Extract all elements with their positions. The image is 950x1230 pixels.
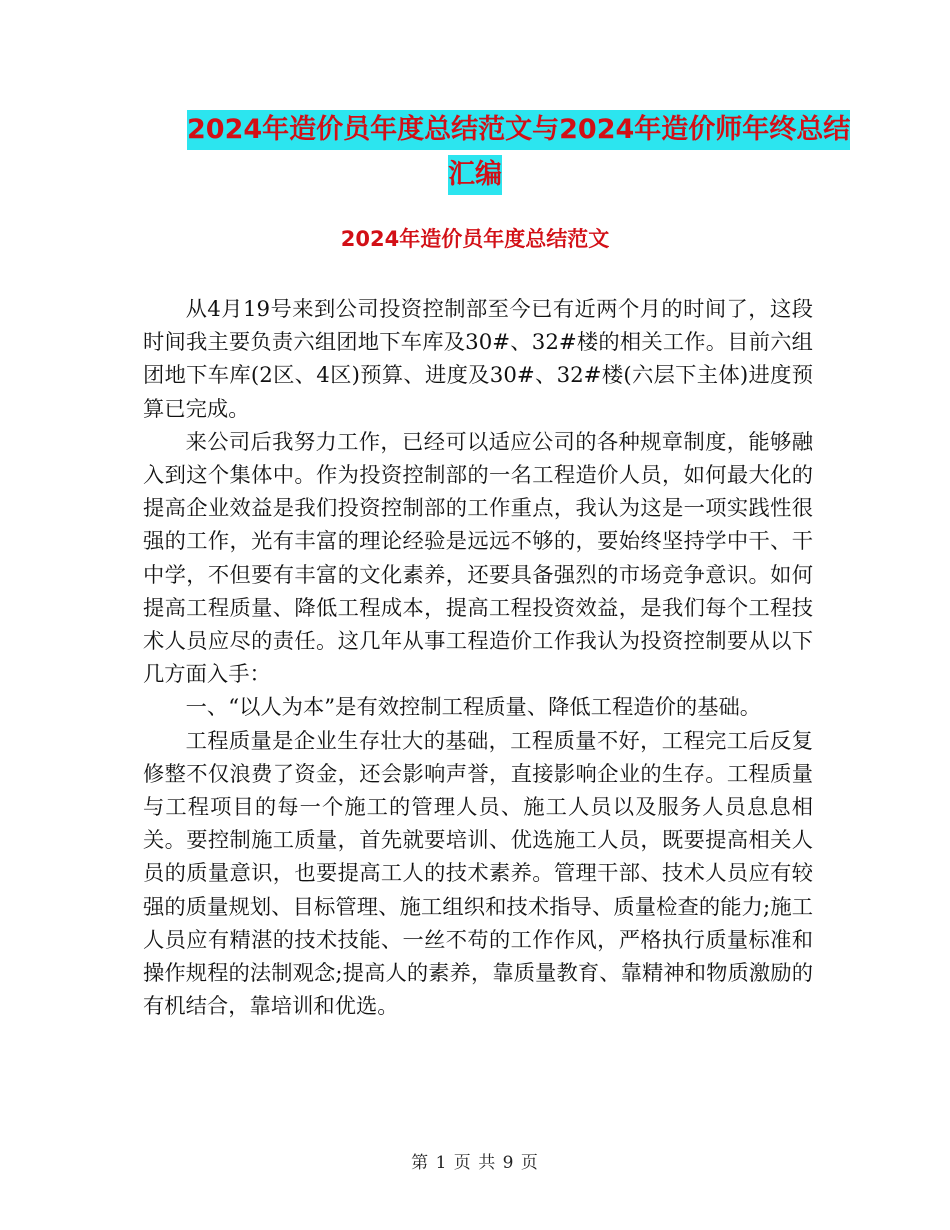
document-body <box>143 293 813 1023</box>
title-line-2: 汇编 <box>448 155 502 195</box>
page-footer: 第 1 页 共 9 页 <box>411 1153 539 1173</box>
title-line-1: 2024年造价员年度总结范文与2024年造价师年终总结 <box>187 110 850 150</box>
paragraph-4: 工程质量是企业生存壮大的基础，工程质量不好，工程完工后反复修整不仅浪费了资金，还会影响声誉，直接影响企业的生存。工程质量与工程项目的每一个施工的管理人员、施工人员以及服务人员息息相关。要控制施工质量，首先就要培训、优选施工人员，既要提高相关人员的质量意识，也要提高工人的技术素养。管理干部、技术人员应有较强的质量规划、目标管理、施工组织和技术指导、质量检查的能力;施工人员应有精湛的技术技能、一丝不苟的工作作风，严格执行质量标准和操作规程的法制观念;提高人的素养，靠质量教育、靠精神和物质激励的有机结合，靠培训和优选。 <box>143 728 813 1020</box>
paragraph-3: 一、“以人为本”是有效控制工程质量、降低工程造价的基础。 <box>185 695 762 721</box>
paragraph-2: 来公司后我努力工作，已经可以适应公司的各种规章制度，能够融入到这个集体中。作为投资控制部的一名工程造价人员，如何最大化的提高企业效益是我们投资控制部的工作重点，我认为这是一项实践性很强的工作，光有丰富的理论经验是远远不够的，要始终坚持学中干、干中学，不但要有丰富的文化素养，还要具备强烈的市场竞争意识。如何提高工程质量、降低工程成本，提高工程投资效益，是我们每个工程技术人员应尽的责任。这几年从事工程造价工作我认为投资控制要从以下几方面入手： <box>143 429 813 688</box>
section-title: 2024年造价员年度总结范文 <box>340 227 610 251</box>
paragraph-1: 从4月19号来到公司投资控制部至今已有近两个月的时间了，这段时间我主要负责六组团地下车库及30#、32#楼的相关工作。目前六组团地下车库(2区、4区)预算、进度及30#、32#楼(六层下主体)进度预算已完成。 <box>143 297 813 422</box>
